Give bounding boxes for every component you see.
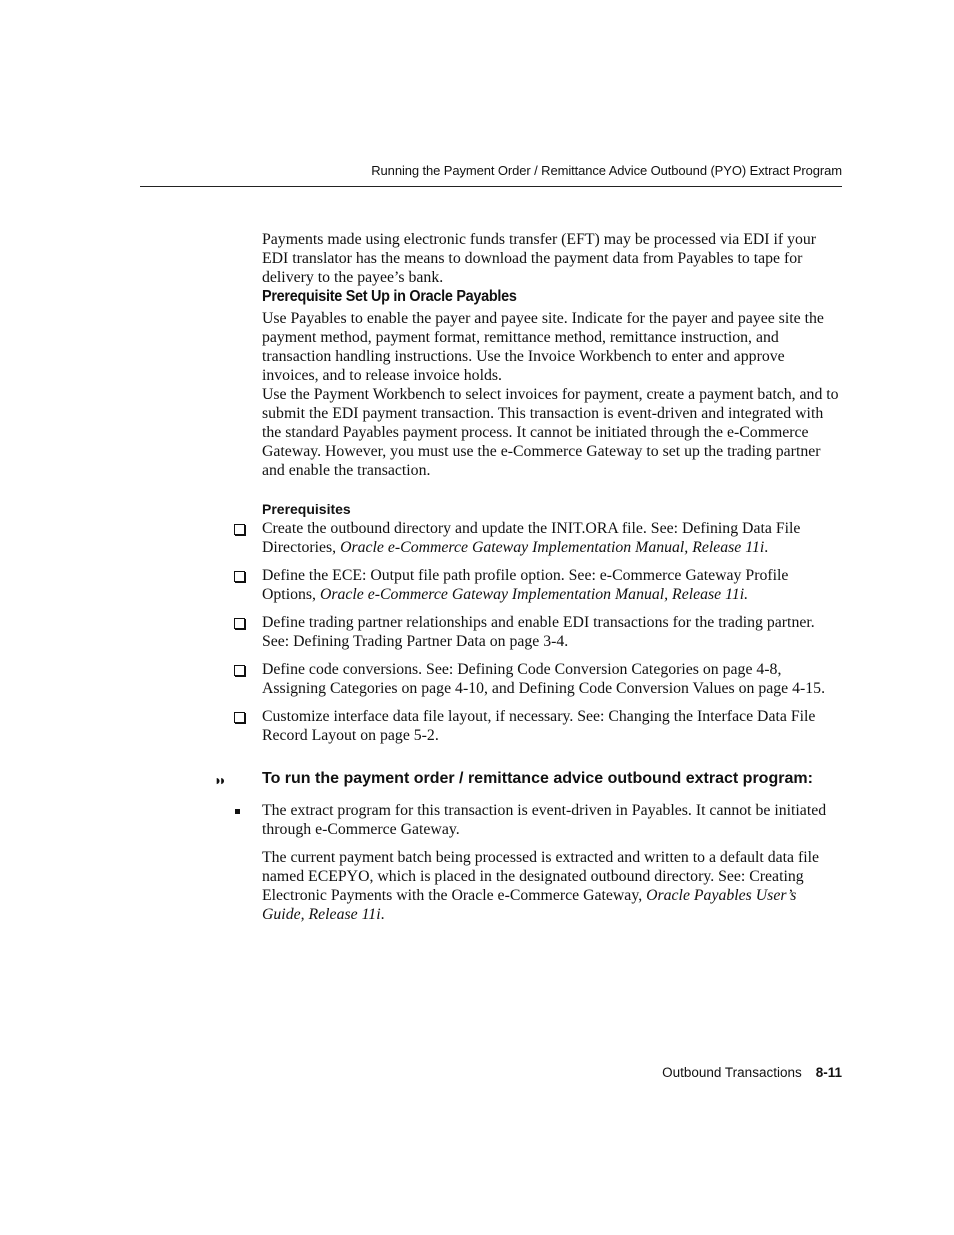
checkbox-icon [234,618,245,629]
prerequisite-item: Define code conversions. See: Defining Code Conversion Categories on page 4-8, Assigning Categories on page 4-10, and Defining Code Conversion Values on page 4-15. [234,660,842,698]
checkbox-icon [234,524,245,535]
prerequisite-item: Define trading partner relationships and enable EDI transactions for the trading partner. See: Defining Trading Partner Data on page 3-4. [234,613,842,651]
prerequisites-heading: Prerequisites [262,501,351,517]
section-heading: Prerequisite Set Up in Oracle Payables [262,288,517,305]
prerequisite-item: Customize interface data file layout, if necessary. See: Changing the Interface Data File Record Layout on page 5-2. [234,707,842,745]
page-content [214,230,842,924]
prerequisite-item: Create the outbound directory and update the INIT.ORA file. See: Defining Data File Directories, Oracle e-Commerce Gateway Implementation Manual, Release 11i. [234,519,842,557]
procedure-body [262,801,842,924]
checkbox-icon [234,665,245,676]
intro-paragraph: Payments made using electronic funds transfer (EFT) may be processed via EDI if your EDI translator has the means to download the payment data from Payables to tape for delivery to the payee’s bank. [262,231,817,286]
footer-chapter: Outbound Transactions [662,1065,802,1080]
prerequisite-item: Define the ECE: Output file path profile option. See: e-Commerce Gateway Profile Options, Oracle e-Commerce Gateway Implementation Manual, Release 11i. [234,566,842,604]
checkbox-icon [234,571,245,582]
section-paragraph-2: Use the Payment Workbench to select invoices for payment, create a payment batch, and to submit the EDI payment transaction. This transaction is event-driven and integrated with the standard Payables payment process. It cannot be initiated through the e-Commerce Gateway. However, you must use the e-Commerce Gateway to set up the trading partner and enable the transaction. [262,386,839,479]
procedure-bullet: The extract program for this transaction is event-driven in Payables. It cannot be initiated through e-Commerce Gateway. [262,801,842,839]
section-paragraph-1: Use Payables to enable the payer and payee site. Indicate for the payer and payee site the payment method, payment format, remittance method, remittance instruction, and transaction handling instructions. Use the Invoice Workbench to enter and approve invoices, and to release invoice holds. [262,310,824,384]
footer-page-number: 8-11 [815,1065,842,1080]
procedure-arrow-icon: ◗◗ [214,772,223,788]
procedure-followup-paragraph: The current payment batch being processed is extracted and written to a default data file named ECEPYO, which is placed in the designated outbound directory. See: Creating Electronic Payments with the Oracle e-Commerce Gateway, Oracle Payables User’s Guide, Release 11i. [262,849,820,923]
running-header-title: Running the Payment Order / Remittance Advice Outbound (PYO) Extract Program [371,163,842,178]
bullet-square-icon [235,809,240,814]
procedure-heading: ◗◗ To run the payment order / remittance advice outbound extract program: [214,770,813,788]
header-rule [140,186,842,187]
prerequisites-list [262,519,842,745]
page-footer [662,1065,842,1080]
checkbox-icon [234,712,245,723]
